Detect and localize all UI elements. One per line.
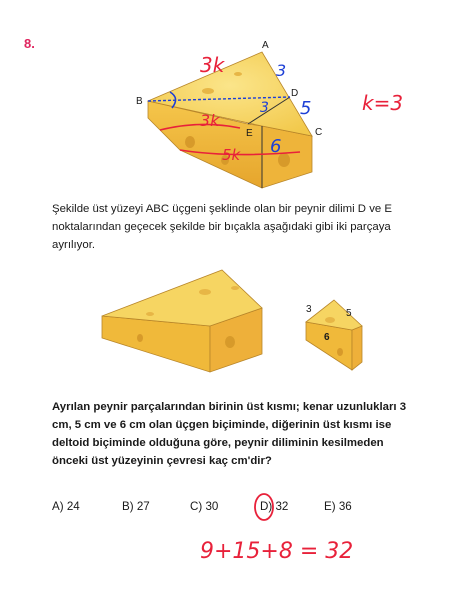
question-paragraph-1: Şekilde üst yüzeyi ABC üçgeni şeklinde olan bir peynir dilimi D ve E noktalarından geçecek şekilde bir bıçakla aşağıdaki gibi iki parçaya ayrılıyor. — [52, 203, 392, 251]
vertex-label-c: C — [315, 127, 323, 138]
cheese-hole — [146, 312, 154, 316]
option-c-value: 30 — [205, 500, 219, 513]
cheese-hole — [185, 136, 195, 148]
vertex-label-d: D — [291, 88, 299, 99]
hw-bd-length: 3 — [260, 100, 269, 116]
cheese-hole — [234, 72, 242, 76]
cheese-hole — [199, 289, 211, 295]
cheese-hole — [137, 334, 143, 342]
hw-bottom-length: 5k — [222, 146, 241, 164]
question-number: 8. — [24, 36, 35, 51]
hw-ec-length: 6 — [270, 136, 282, 157]
cheese-hole — [202, 88, 214, 94]
answer-circle-mark — [255, 494, 273, 520]
cheese-figure-middle — [0, 258, 459, 398]
option-b-letter: B) — [122, 500, 134, 513]
small-piece-label-3: 3 — [306, 304, 312, 315]
option-e-letter: E) — [324, 500, 336, 513]
cheese-figure-top — [0, 0, 459, 200]
question-paragraph-2: Ayrılan peynir parçalarından birinin üst kısmı; kenar uzunlukları 3 cm, 5 cm ve 6 cm olan üçgen biçiminde, diğerinin üst kısmı ise deltoid biçiminde olduğuna göre, peynir diliminin kesilmeden önceki üst yüzeyinin çevresi kaç cm'dir? — [52, 401, 407, 467]
small-piece-label-5: 5 — [346, 308, 352, 319]
cheese-hole — [325, 317, 335, 323]
vertex-label-e: E — [246, 128, 253, 139]
hw-ab-length: 3k — [200, 53, 225, 77]
vertex-label-a: A — [262, 40, 269, 51]
option-d-letter: D) — [260, 500, 273, 513]
hw-ad-length: 3 — [276, 61, 287, 80]
hw-k-value: k=3 — [362, 91, 404, 115]
option-a-value: 24 — [66, 500, 80, 513]
option-b-value: 27 — [136, 500, 150, 513]
handwritten-answer-area — [0, 488, 459, 578]
small-piece-label-6: 6 — [324, 332, 330, 343]
hw-dc-length: 5 — [300, 98, 312, 119]
cheese-hole — [225, 336, 235, 348]
hw-be-length: 3k — [200, 111, 220, 130]
option-a-letter: A) — [52, 500, 64, 513]
option-d-value: 32 — [275, 500, 289, 513]
small-piece-right — [352, 326, 362, 370]
vertex-label-b: B — [136, 96, 143, 107]
option-e-value: 36 — [338, 500, 352, 513]
option-c-letter: C) — [190, 500, 203, 513]
cheese-hole — [231, 286, 239, 290]
handwritten-answer: 9+15+8 = 32 — [200, 539, 354, 564]
cheese-hole — [337, 348, 343, 356]
